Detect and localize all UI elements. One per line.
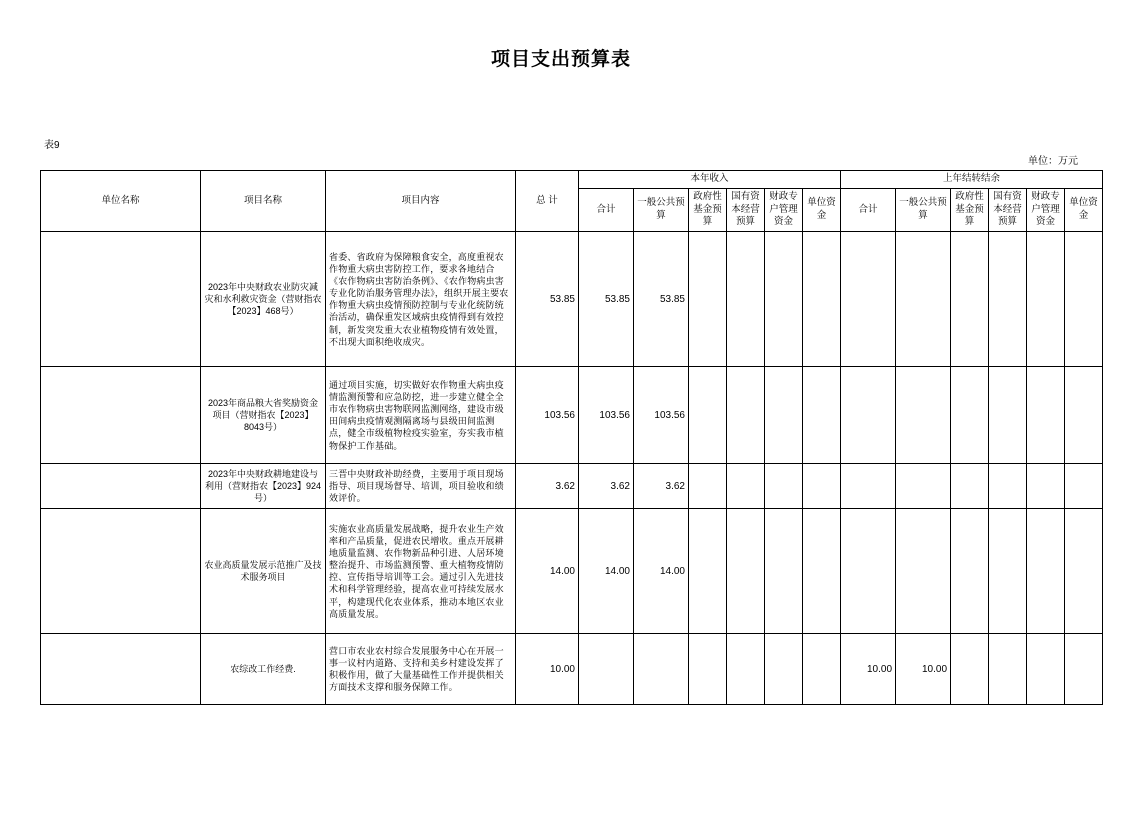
cell-total: 14.00	[516, 509, 579, 634]
cell-pb-subtotal	[841, 367, 896, 464]
header-total: 总 计	[516, 171, 579, 232]
cell-cy-gov-fund	[689, 509, 727, 634]
cell-pb-general	[896, 232, 951, 367]
header-cy-subtotal: 合计	[579, 188, 634, 231]
cell-pb-soe	[989, 634, 1027, 705]
cell-cy-subtotal: 14.00	[579, 509, 634, 634]
cell-pb-subtotal	[841, 232, 896, 367]
cell-pb-unit	[1065, 464, 1103, 509]
cell-cy-subtotal: 3.62	[579, 464, 634, 509]
cell-pb-unit	[1065, 509, 1103, 634]
cell-cy-soe	[727, 464, 765, 509]
cell-project-name: 2023年中央财政耕地建设与利用（营财指农【2023】924号）	[201, 464, 326, 509]
cell-pb-unit	[1065, 634, 1103, 705]
cell-pb-gov-fund	[951, 232, 989, 367]
header-project-content: 项目内容	[326, 171, 516, 232]
cell-cy-fiscal	[765, 367, 803, 464]
cell-pb-fiscal	[1027, 634, 1065, 705]
cell-project-content: 省委、省政府为保障粮食安全，高度重视农作物重大病虫害防控工作，要求各地结合《农作物病虫害防治条例》、《农作物病虫害专业化防治服务管理办法》，组织开展主要农作物重大病虫疫情预防控制与专业化统防统治活动，确保重发区域病虫疫情得到有效控制，新发突发重大农业植物疫情有效处置，不出现大面积绝收成灾。	[326, 232, 516, 367]
cell-pb-soe	[989, 509, 1027, 634]
cell-cy-general: 103.56	[634, 367, 689, 464]
cell-cy-soe	[727, 232, 765, 367]
cell-cy-general: 53.85	[634, 232, 689, 367]
cell-pb-general	[896, 509, 951, 634]
cell-cy-soe	[727, 367, 765, 464]
cell-pb-gov-fund	[951, 509, 989, 634]
header-cy-soe-capital-budget: 国有资本经营预算	[727, 188, 765, 231]
cell-pb-gov-fund	[951, 464, 989, 509]
cell-pb-fiscal	[1027, 464, 1065, 509]
table-row	[41, 509, 1103, 634]
cell-cy-subtotal: 53.85	[579, 232, 634, 367]
cell-project-content: 实施农业高质量发展战略，提升农业生产效率和产品质量，促进农民增收。重点开展耕地质量监测、农作物新品种引进、人居环境整治提升、市场监测预警、重大植物疫情防控、宣传指导培训等工会。通过引入先进技术和科学管理经验，提高农业可持续发展水平，构建现代化农业体系，推动本地区农业高质量发展。	[326, 509, 516, 634]
unit-note: 单位：万元	[1028, 156, 1078, 167]
table-body	[41, 232, 1103, 705]
header-pb-fiscal-account-fund: 财政专户管理资金	[1027, 188, 1065, 231]
header-pb-soe-capital-budget: 国有资本经营预算	[989, 188, 1027, 231]
cell-pb-general	[896, 464, 951, 509]
document-page	[0, 44, 1122, 837]
cell-total: 53.85	[516, 232, 579, 367]
cell-cy-general: 14.00	[634, 509, 689, 634]
cell-pb-gov-fund	[951, 634, 989, 705]
cell-pb-subtotal	[841, 509, 896, 634]
cell-project-content: 三晋中央财政补助经费，主要用于项目现场指导、项目现场督导、培训，项目验收和绩效评价。	[326, 464, 516, 509]
cell-cy-unit	[803, 464, 841, 509]
cell-cy-soe	[727, 509, 765, 634]
cell-cy-gov-fund	[689, 464, 727, 509]
cell-project-content: 通过项目实施，切实做好农作物重大病虫疫情监测预警和应急防挖，进一步建立健全全市农作物病虫害物联网监测网络，建设市级田间病虫疫情观测隔离场与县级田间监测点，健全市级植物检疫实验室，夯实我市植物保护工作基础。	[326, 367, 516, 464]
header-prev-year-balance: 上年结转结余	[841, 171, 1103, 189]
cell-cy-unit	[803, 367, 841, 464]
cell-cy-soe	[727, 634, 765, 705]
header-cy-gov-fund-budget: 政府性基金预算	[689, 188, 727, 231]
cell-pb-fiscal	[1027, 232, 1065, 367]
header-pb-general-public-budget: 一般公共预算	[896, 188, 951, 231]
cell-unit-name	[41, 464, 201, 509]
cell-cy-unit	[803, 509, 841, 634]
cell-unit-name	[41, 509, 201, 634]
cell-pb-soe	[989, 232, 1027, 367]
table-row	[41, 232, 1103, 367]
cell-project-content: 营口市农业农村综合发展服务中心在开展一事一议村内道路、支持和美乡村建设发挥了积极作用，做了大量基础性工作并提供相关方面技术支撑和服务保障工作。	[326, 634, 516, 705]
cell-cy-unit	[803, 634, 841, 705]
cell-cy-unit	[803, 232, 841, 367]
header-project-name: 项目名称	[201, 171, 326, 232]
header-cy-general-public-budget: 一般公共预算	[634, 188, 689, 231]
header-pb-gov-fund-budget: 政府性基金预算	[951, 188, 989, 231]
cell-total: 3.62	[516, 464, 579, 509]
sheet-number: 表9	[44, 140, 60, 151]
header-current-year-income: 本年收入	[579, 171, 841, 189]
cell-pb-general: 10.00	[896, 634, 951, 705]
header-cy-unit-fund: 单位资金	[803, 188, 841, 231]
project-expenditure-budget-table	[40, 170, 1103, 705]
cell-cy-subtotal	[579, 634, 634, 705]
cell-total: 10.00	[516, 634, 579, 705]
cell-pb-gov-fund	[951, 367, 989, 464]
cell-project-name: 农业高质量发展示范推广及技术服务项目	[201, 509, 326, 634]
header-unit-name: 单位名称	[41, 171, 201, 232]
cell-cy-gov-fund	[689, 232, 727, 367]
cell-cy-gov-fund	[689, 634, 727, 705]
header-pb-subtotal: 合计	[841, 188, 896, 231]
cell-cy-general: 3.62	[634, 464, 689, 509]
cell-cy-fiscal	[765, 634, 803, 705]
cell-project-name: 农综改工作经费.	[201, 634, 326, 705]
cell-unit-name	[41, 367, 201, 464]
table-row	[41, 634, 1103, 705]
table-row	[41, 367, 1103, 464]
cell-cy-fiscal	[765, 464, 803, 509]
header-pb-unit-fund: 单位资金	[1065, 188, 1103, 231]
cell-cy-fiscal	[765, 232, 803, 367]
cell-cy-general	[634, 634, 689, 705]
cell-project-name: 2023年中央财政农业防灾减灾和水利救灾资金（营财指农【2023】468号）	[201, 232, 326, 367]
header-cy-fiscal-account-fund: 财政专户管理资金	[765, 188, 803, 231]
cell-pb-soe	[989, 464, 1027, 509]
cell-pb-subtotal: 10.00	[841, 634, 896, 705]
cell-pb-fiscal	[1027, 509, 1065, 634]
cell-total: 103.56	[516, 367, 579, 464]
cell-cy-subtotal: 103.56	[579, 367, 634, 464]
cell-pb-subtotal	[841, 464, 896, 509]
cell-cy-fiscal	[765, 509, 803, 634]
page-title: 项目支出预算表	[490, 49, 631, 70]
cell-pb-general	[896, 367, 951, 464]
cell-project-name: 2023年商品粮大省奖励资金项目（营财指农【2023】8043号）	[201, 367, 326, 464]
cell-pb-soe	[989, 367, 1027, 464]
cell-pb-unit	[1065, 367, 1103, 464]
table-header	[41, 171, 1103, 232]
cell-unit-name	[41, 232, 201, 367]
cell-pb-fiscal	[1027, 367, 1065, 464]
cell-pb-unit	[1065, 232, 1103, 367]
table-row	[41, 464, 1103, 509]
cell-unit-name	[41, 634, 201, 705]
cell-cy-gov-fund	[689, 367, 727, 464]
